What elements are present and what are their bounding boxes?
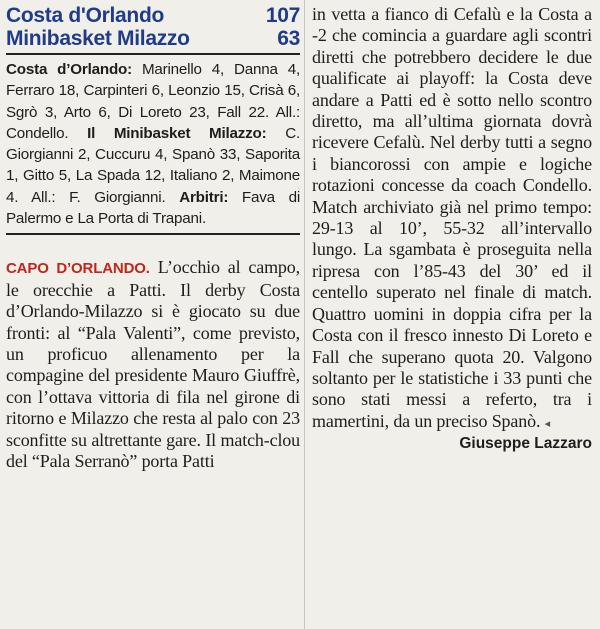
box-score-text: [6, 59, 300, 229]
box-score: [6, 59, 300, 235]
referees-label: Arbitri:: [179, 188, 229, 206]
column-divider: [304, 0, 305, 629]
team2-players: C. Giorgianni 2, Cuccuru 4, Spanò 33, Saporita 1, Gitto 5, La Spada 12, Italiano 2, Maimone 4. All.: F. Giorgianni.: [6, 124, 301, 206]
team2-name: Minibasket Milazzo: [6, 27, 190, 50]
scoreboard: [6, 4, 300, 55]
team1-score: 107: [265, 4, 300, 27]
dateline: CAPO D’ORLANDO.: [6, 260, 150, 278]
byline: Giuseppe Lazzaro: [459, 435, 592, 453]
article-text-right: in vetta a fianco di Cefalù e la Costa a -2 che comincia a guardare agli scontri diretti che potrebbero decidere le due qualificate ai playoff: la Costa deve andare a Patti ed è sotto nello scontro diretto, ma all’ultima giornata dovrà ricevere Cefalù. Nel derby tutti a segno i biancorossi con ampie e logiche rotazioni concesse da coach Condello. Match archiviato già nel primo tempo: 29-13 al 10’, 55-32 all’intervallo lungo. La sgambata è proseguita nella ripresa con l’85-43 del 30’ ed il centello superato nel finale di match. Quattro uomini in doppia cifra per la Costa con il fresco innesto Di Loreto e Fall che superano quota 20. Valgono soltanto per le statistiche i 33 punti che sono stati messi a referto, tra i mamertini, da un preciso Spanò.: [312, 4, 592, 431]
team1-players: Marinello 4, Danna 4, Ferraro 18, Carpinteri 6, Leonzio 15, Crisà 6, Sgrò 3, Arto 6, Di Loreto 23, Fall 22. All.: Condello.: [6, 61, 300, 142]
left-column: [6, 4, 300, 472]
score-row-away: [6, 27, 300, 50]
article-left-part: [6, 257, 300, 472]
article-right-part: [312, 4, 592, 435]
team1-name: Costa d'Orlando: [6, 4, 165, 27]
referees: Fava di Palermo e La Porta di Trapani.: [6, 188, 300, 228]
end-mark-icon: ◂: [544, 417, 551, 430]
team1-label: Costa d’Orlando:: [6, 61, 132, 78]
score-row-home: [6, 4, 300, 27]
right-column: [312, 4, 592, 453]
team2-label: Il Minibasket Milazzo:: [87, 124, 267, 142]
team2-score: 63: [277, 27, 300, 50]
article-text-left: L’occhio al campo, le orecchie a Patti. Il derby Costa d’Orlando-Milazzo si è giocato su due fronti: al “Pala Valenti”, come previsto, un proficuo allenamento per la compagine del presidente Mauro Giuffrè, con l’ottava vittoria di fila nel girone di ritorno e Milazzo che resta al palo con 23 sconfitte su altrettante gare. Il match-clou del “Pala Serranò” porta Patti: [6, 257, 300, 472]
